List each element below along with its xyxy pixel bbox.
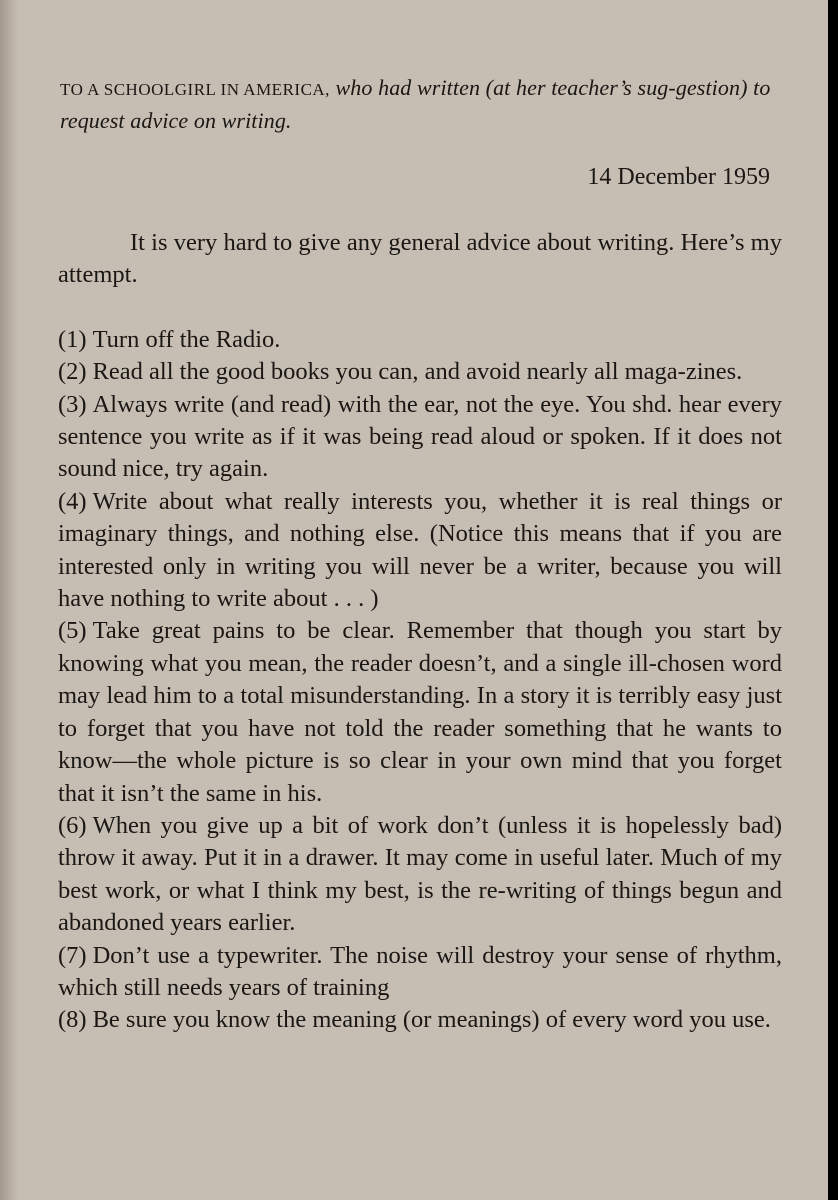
advice-item-6 — [58, 810, 782, 940]
advice-text: When you give up a bit of work don’t (unless it is hopelessly bad) throw it away. Put it in a drawer. It may come in useful later. Much of my best work, or what I think my best, is the re-writing of things begun and abandoned years earlier. — [58, 811, 782, 937]
advice-text: Write about what really interests you, whether it is real things or imaginary things, and nothing else. (Notice this means that if you are interested only in writing you will never be a writer, because you will have nothing to write about . . . ) — [58, 487, 782, 613]
advice-number: (4) — [58, 487, 87, 515]
letter-heading-note — [60, 72, 780, 136]
advice-text: Take great pains to be clear. Remember that though you start by knowing what you mean, the reader doesn’t, and a single ill-chosen word may lead him to a total misunderstanding. In a story it is terribly easy just to forget that you have not told the reader something that he wants to know—the whole picture is so clear in your own mind that you forget that it isn’t the same in his. — [58, 617, 782, 807]
advice-text: Read all the good books you can, and avoid nearly all maga-zines. — [92, 358, 743, 386]
advice-number: (8) — [58, 1006, 87, 1034]
advice-number: (3) — [58, 390, 87, 418]
advice-item-7 — [58, 940, 782, 1005]
advice-item-1 — [58, 324, 782, 356]
page-gutter-shadow — [0, 0, 18, 1200]
advice-text: Turn off the Radio. — [92, 325, 281, 353]
advice-item-3 — [58, 389, 782, 486]
advice-number: (2) — [58, 358, 87, 386]
letter-body — [58, 227, 782, 1037]
advice-item-5 — [58, 615, 782, 809]
advice-number: (5) — [58, 617, 87, 645]
advice-number: (7) — [58, 941, 87, 969]
intro-paragraph: It is very hard to give any general advice about writing. Here’s my attempt. — [58, 229, 782, 289]
advice-number: (6) — [58, 811, 87, 839]
advice-item-2 — [58, 356, 782, 388]
letter-date: 14 December 1959 — [587, 164, 770, 190]
advice-item-8 — [58, 1004, 782, 1036]
advice-text: Always write (and read) with the ear, not the eye. You shd. hear every sentence you write as if it was being read aloud or spoken. If it does not sound nice, try again. — [58, 390, 782, 483]
advice-number: (1) — [58, 325, 87, 353]
recipient-description: who had written (at her teacher’s sug-gestion) to request advice on writing. — [60, 75, 771, 133]
advice-text: Be sure you know the meaning (or meanings) of every word you use. — [92, 1006, 771, 1034]
advice-text: Don’t use a typewriter. The noise will destroy your sense of rhythm, which still needs years of training — [58, 941, 782, 1001]
recipient-caps: TO A SCHOOLGIRL IN AMERICA, — [60, 80, 330, 99]
advice-item-4 — [58, 486, 782, 616]
